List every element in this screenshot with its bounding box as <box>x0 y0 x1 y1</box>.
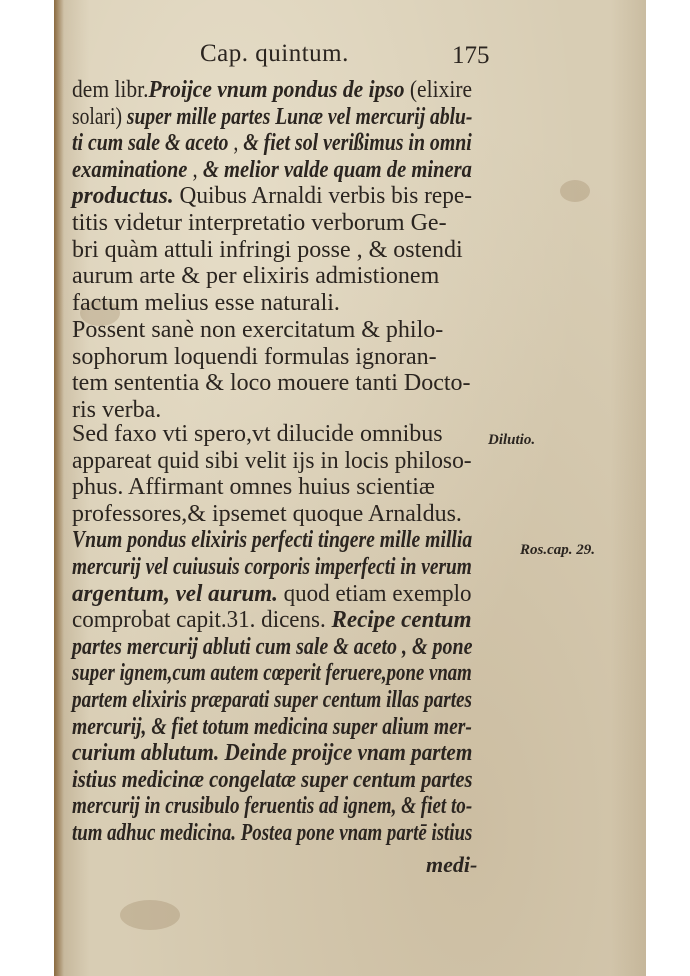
paper-stain <box>120 900 180 930</box>
page-number: 175 <box>452 42 490 69</box>
text-line <box>72 262 439 290</box>
italic-segment: examinatione <box>72 156 188 183</box>
roman-segment: professores,& ipsemet quoque Arnaldus. <box>72 500 462 527</box>
text-line <box>72 819 472 847</box>
marginal-note: Ros.cap. 29. <box>520 542 595 558</box>
roman-segment: ris verba. <box>72 396 162 423</box>
italic-segment: partem elixiris præparati super centum illas partes <box>72 687 473 713</box>
italic-segment: curium ablutum. <box>72 740 220 767</box>
page-header <box>0 38 690 72</box>
roman-segment: tem sententia & loco mouere tanti Docto- <box>72 370 471 397</box>
text-line <box>72 103 472 131</box>
roman-segment: bri quàm attuli infringi posse , & ostendi <box>72 236 463 263</box>
text-line <box>72 76 472 104</box>
italic-segment: super ignem,cum autem cœperit feruere,pone vnam <box>72 660 472 687</box>
roman-segment: solari) <box>72 103 127 130</box>
text-line <box>72 129 472 157</box>
italic-segment: istius medicinæ congelatæ super centum partes <box>72 766 473 793</box>
italic-segment: partes mercurij abluti cum sale & aceto , & pone <box>72 633 473 660</box>
roman-segment: Quibus Arnaldi verbis bis repe- <box>173 183 473 210</box>
roman-segment: factum melius esse naturali. <box>72 289 340 316</box>
roman-segment: Possent sanè non exercitatum & philo- <box>72 317 444 343</box>
roman-segment: aurum arte & per elixiris admistionem <box>72 263 440 290</box>
italic-segment: & melior valde quam de minera <box>202 156 472 183</box>
text-line <box>72 420 443 448</box>
text-line <box>72 236 463 264</box>
running-head: Cap. quintum. <box>200 40 349 67</box>
italic-segment: productus. <box>72 183 174 210</box>
italic-segment: ti cum sale & aceto <box>72 130 229 157</box>
italic-segment: Deinde proijce vnam partem <box>219 740 473 767</box>
text-line <box>72 606 471 634</box>
italic-segment: & fiet sol verißimus in omni <box>243 130 472 157</box>
paper-stain <box>560 180 590 202</box>
page-gutter-shadow <box>54 0 64 976</box>
marginal-note: Dilutio. <box>488 432 536 448</box>
text-line <box>72 447 472 475</box>
roman-segment: comprobat capit.31. dicens. <box>72 607 332 634</box>
italic-segment: mercurij vel cuiusuis corporis imperfecti in verum <box>72 554 472 580</box>
text-line <box>72 316 443 344</box>
text-line <box>72 343 437 371</box>
roman-segment: (elixire <box>404 77 473 103</box>
roman-segment: titis videtur interpretatio verborum Ge- <box>72 210 447 236</box>
text-line <box>72 289 340 317</box>
text-line <box>72 526 472 554</box>
text-line <box>72 182 472 210</box>
italic-segment: super mille partes Lunæ vel mercurij ablu- <box>126 103 473 130</box>
text-line <box>72 766 473 794</box>
roman-segment: , <box>228 130 244 157</box>
text-line <box>72 792 472 820</box>
text-line <box>72 633 472 661</box>
italic-segment: Vnum pondus elixiris perfecti tingere mille millia <box>72 527 473 554</box>
text-line <box>72 553 472 581</box>
italic-segment: mercurij, & fiet totum medicina super alium mer- <box>72 713 472 740</box>
roman-segment: dem libr. <box>72 77 149 103</box>
text-line <box>72 580 472 608</box>
text-line <box>72 739 472 767</box>
text-line <box>72 156 472 184</box>
text-line <box>72 659 472 687</box>
italic-segment: tum adhuc medicina. Postea pone vnam partē istius <box>72 820 473 846</box>
roman-segment: quod etiam exemplo <box>277 580 472 607</box>
roman-segment: appareat quid sibi velit ijs in locis philoso- <box>72 447 472 474</box>
text-line <box>72 369 471 397</box>
text-line <box>72 500 462 528</box>
text-line <box>72 473 435 501</box>
roman-segment: Sed faxo vti spero,vt dilucide omnibus <box>72 421 443 447</box>
italic-segment: Recipe centum <box>331 607 472 634</box>
catchword: medi- <box>426 852 478 877</box>
roman-segment: sophorum loquendi formulas ignoran- <box>72 343 437 370</box>
italic-segment: argentum, vel aurum. <box>72 580 278 607</box>
roman-segment: , <box>187 156 203 183</box>
text-line <box>72 713 472 741</box>
italic-segment: Proijce vnum pondus de ipso <box>148 77 405 103</box>
text-line <box>72 686 472 714</box>
text-line <box>72 209 447 237</box>
italic-segment: mercurij in crusibulo feruentis ad ignem, & fiet to- <box>72 793 473 820</box>
roman-segment: phus. Affirmant omnes huius scientiæ <box>72 474 435 501</box>
